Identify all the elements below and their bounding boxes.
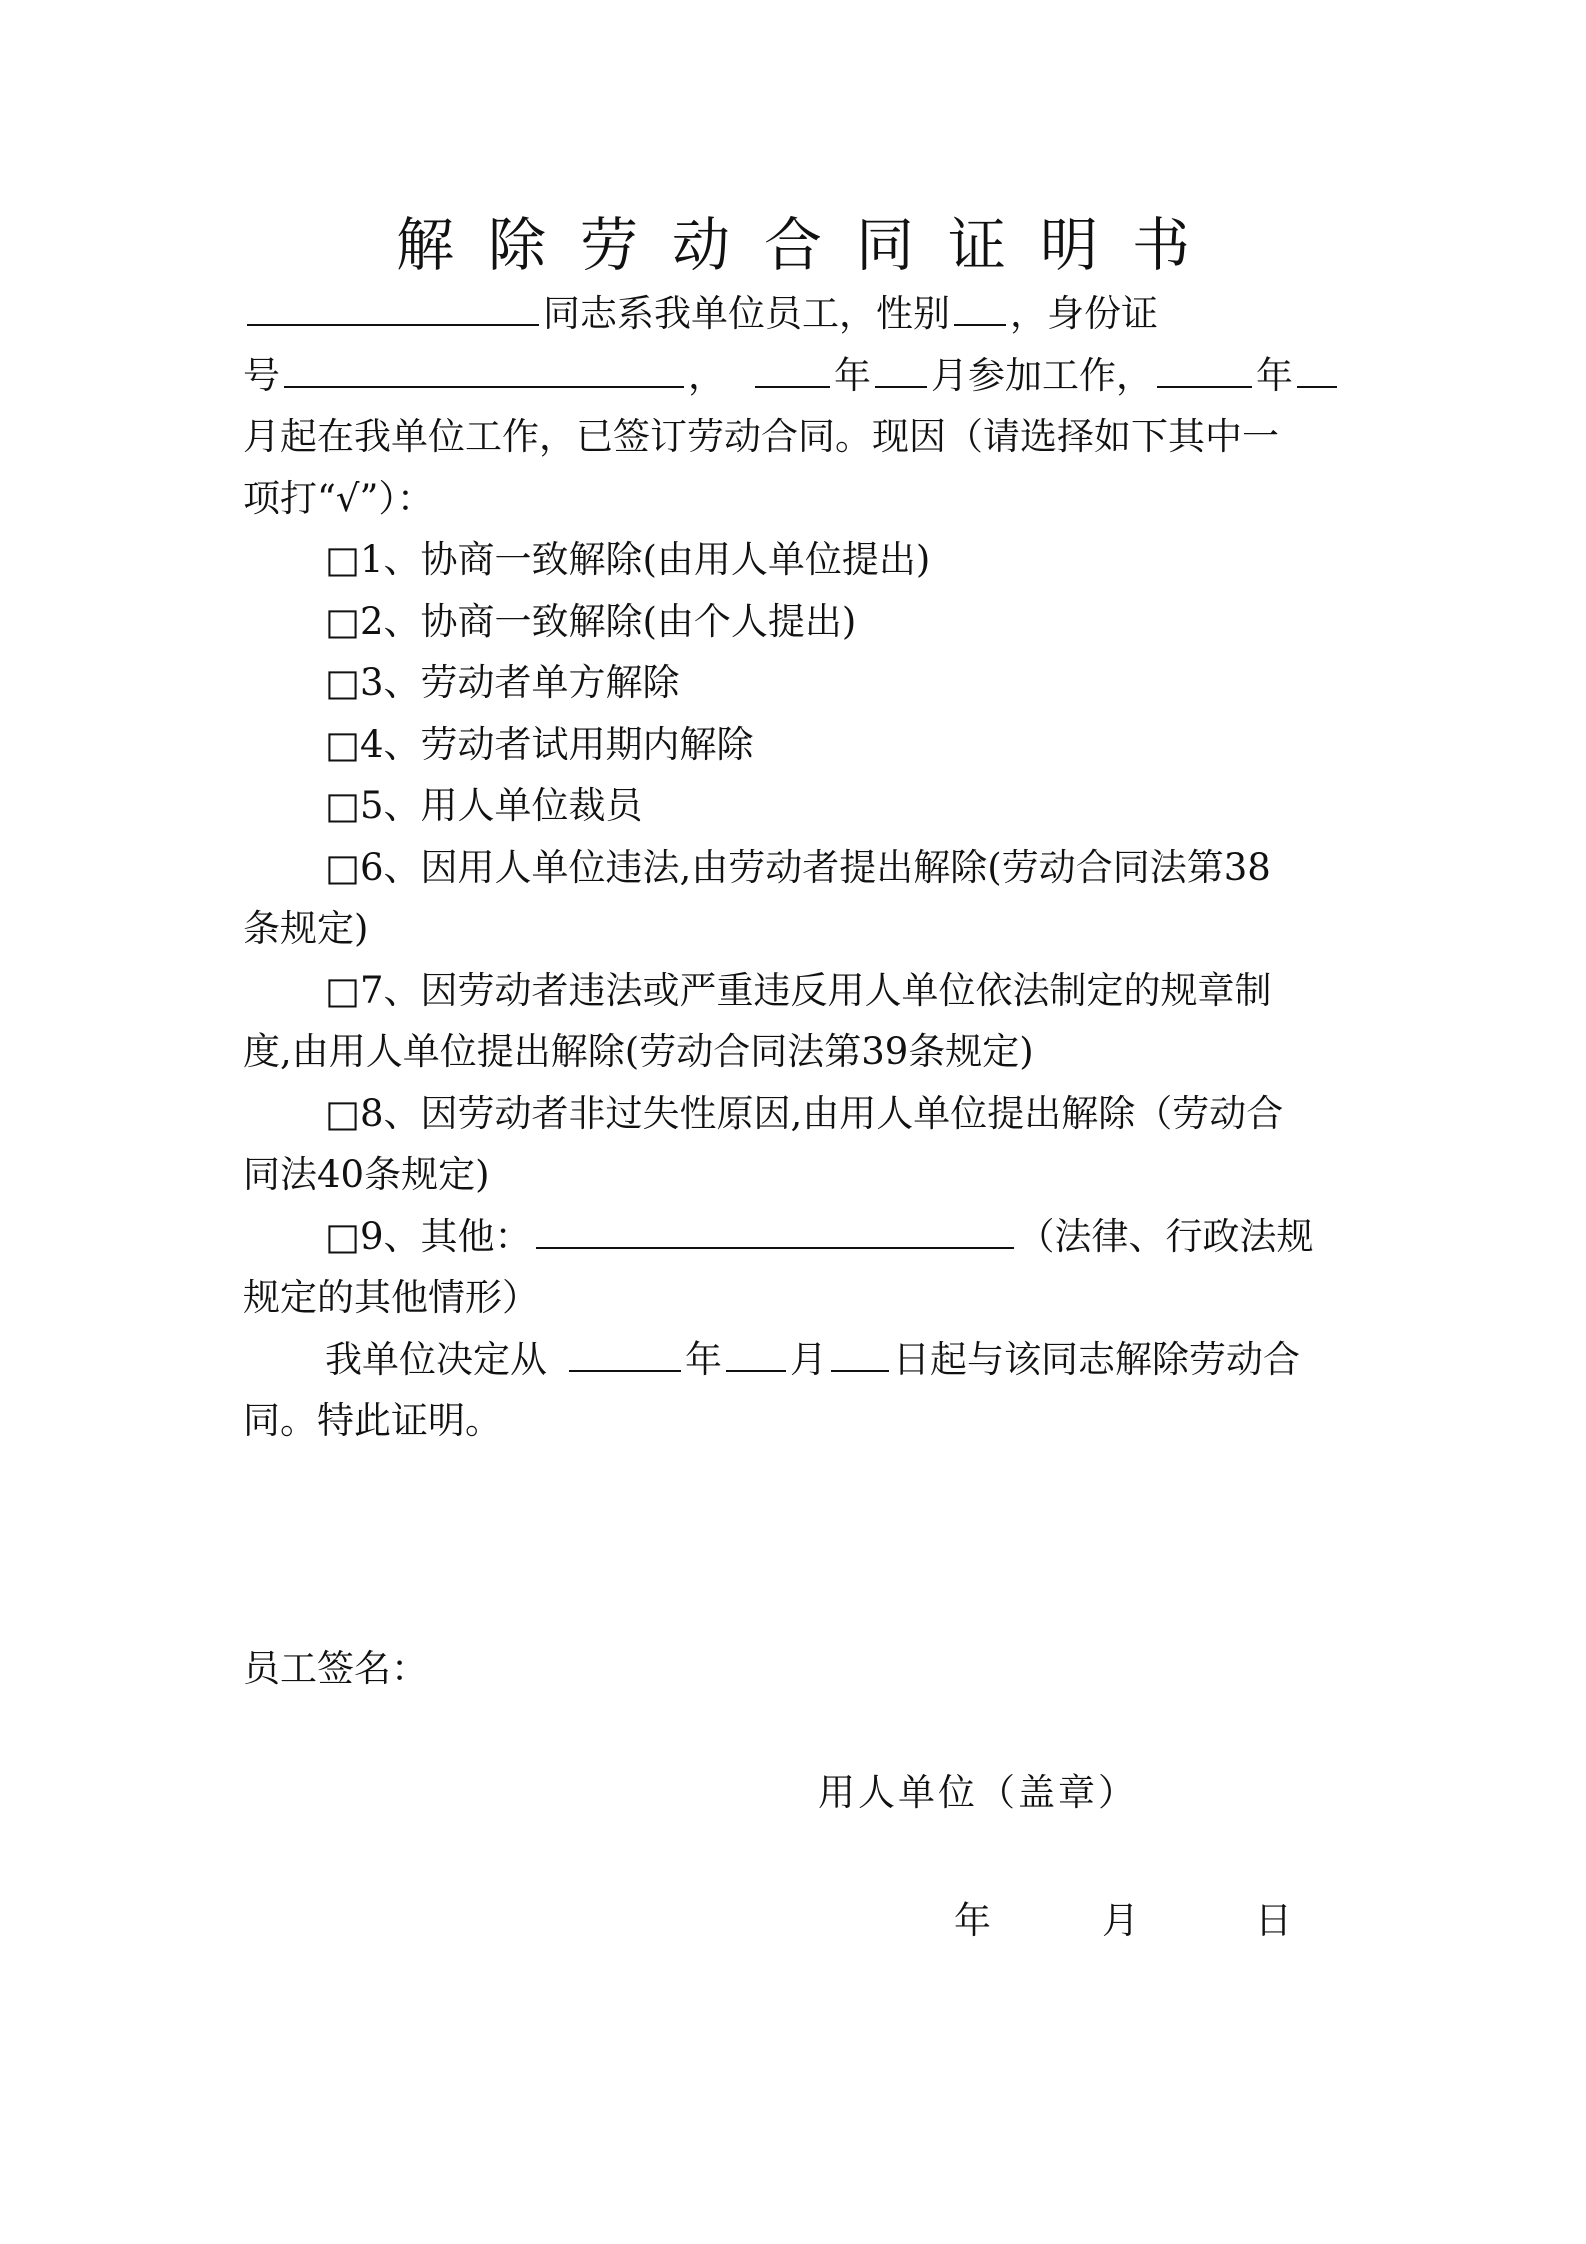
decision-line: 我单位决定从 年 月 日起与该同志解除劳动合 [243, 1329, 1353, 1391]
employer-seal-label: 用人单位（盖章） [818, 1771, 1138, 1814]
date-month: 月 [1102, 1899, 1139, 1942]
option-4[interactable]: □4、劳动者试用期内解除 [325, 722, 754, 766]
other-reason-blank[interactable] [536, 1211, 1014, 1249]
option-6[interactable]: □6、因用人单位违法,由劳动者提出解除(劳动合同法第38 [325, 845, 1271, 889]
option-9-cont: 规定的其他情形） [243, 1276, 539, 1319]
employee-signature-label: 员工签名： [243, 1647, 428, 1690]
end-day-blank[interactable] [831, 1334, 889, 1372]
intro-line-1: 同志系我单位员工，性别 ，身份证 [243, 283, 1353, 345]
option-8-cont: 同法40条规定) [243, 1153, 490, 1196]
intro-line-2: 号 ， 年 月参加工作， 年 [243, 345, 1353, 407]
option-2[interactable]: □2、协商一致解除(由个人提出) [325, 599, 857, 643]
option-5[interactable]: □5、用人单位裁员 [325, 784, 643, 827]
option-9[interactable]: □9、其他： （法律、行政法规 [243, 1206, 1353, 1268]
name-blank[interactable] [247, 288, 539, 326]
option-3[interactable]: □3、劳动者单方解除 [325, 661, 680, 704]
date-year: 年 [954, 1899, 991, 1942]
end-month-blank[interactable] [726, 1334, 786, 1372]
intro-line-4: 项打“√”）： [243, 476, 434, 520]
join-year-blank[interactable] [755, 350, 830, 388]
intro-line-3: 月起在我单位工作，已签订劳动合同。现因（请选择如下其中一 [243, 415, 1279, 458]
document-title: 解除劳动合同证明书 [395, 211, 1224, 279]
option-8[interactable]: □8、因劳动者非过失性原因,由用人单位提出解除（劳动合 [325, 1091, 1284, 1135]
option-7[interactable]: □7、因劳动者违法或严重违反用人单位依法制定的规章制 [325, 968, 1272, 1012]
option-1[interactable]: □1、协商一致解除(由用人单位提出) [325, 538, 931, 581]
date-day: 日 [1255, 1899, 1292, 1942]
id-number-blank[interactable] [284, 350, 684, 388]
join-month-blank[interactable] [875, 350, 927, 388]
option-6-cont: 条规定) [243, 907, 369, 950]
gender-blank[interactable] [954, 288, 1006, 326]
end-year-blank[interactable] [569, 1334, 681, 1372]
start-year-blank[interactable] [1157, 350, 1252, 388]
decision-cont: 同。特此证明。 [243, 1399, 502, 1442]
document-body [243, 283, 1353, 1452]
option-7-cont: 度,由用人单位提出解除(劳动合同法第39条规定) [243, 1030, 1034, 1073]
start-month-blank[interactable] [1297, 350, 1337, 388]
